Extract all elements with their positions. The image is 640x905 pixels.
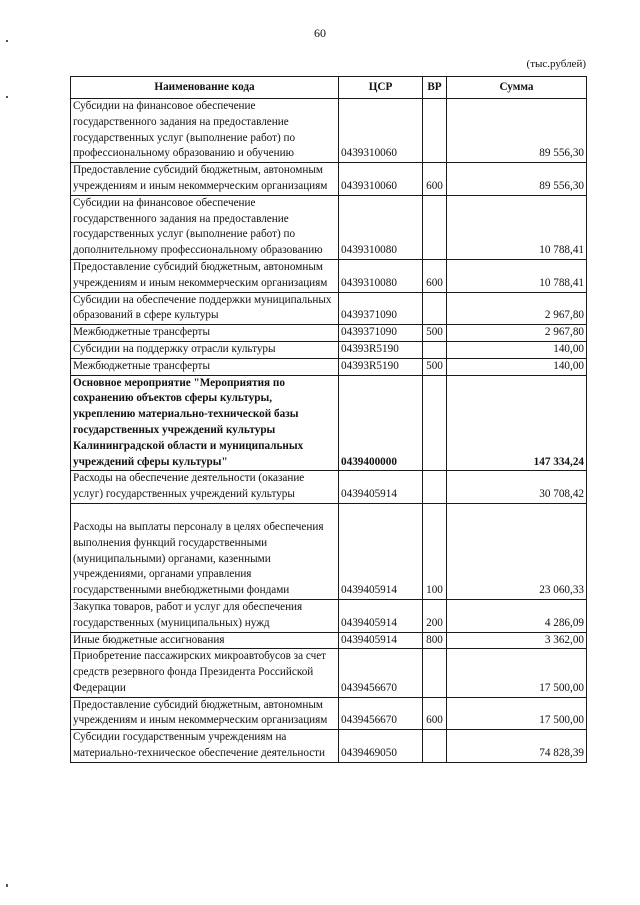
table-row [71, 632, 587, 649]
row-name-cell: Межбюджетные трансферты [71, 325, 339, 342]
row-sum-cell: 4 286,09 [447, 599, 587, 632]
row-csr-cell: 0439405914 [339, 471, 423, 504]
table-row [71, 471, 587, 504]
row-csr-cell: 0439405914 [339, 503, 423, 599]
row-name-cell: Субсидии на поддержку отрасли культуры [71, 341, 339, 358]
table-row [71, 503, 587, 599]
margin-mark [6, 40, 8, 42]
table-row [71, 375, 587, 471]
page-number: 60 [314, 26, 326, 40]
row-csr-cell: 04393R5190 [339, 341, 423, 358]
table-header-row [71, 77, 587, 99]
row-csr-cell: 04393R5190 [339, 358, 423, 375]
row-sum-cell: 147 334,24 [447, 375, 587, 471]
margin-mark [6, 96, 8, 98]
table-body [71, 99, 587, 763]
row-csr-cell: 0439400000 [339, 375, 423, 471]
table-row [71, 163, 587, 196]
row-vr-cell: 600 [423, 259, 447, 292]
row-name-cell: Закупка товаров, работ и услуг для обеспечения государственных (муниципальных) нужд [71, 599, 339, 632]
row-sum-cell: 140,00 [447, 358, 587, 375]
row-name-cell: Иные бюджетные ассигнования [71, 632, 339, 649]
row-vr-cell [423, 195, 447, 259]
table-row [71, 292, 587, 325]
table-row [71, 341, 587, 358]
row-vr-cell: 200 [423, 599, 447, 632]
row-csr-cell: 0439405914 [339, 632, 423, 649]
row-name-cell: Субсидии на финансовое обеспечение государственного задания на предоставление государственных услуг (выполнение работ) по дополнительному профессиональному образованию [71, 195, 339, 259]
row-sum-cell: 2 967,80 [447, 292, 587, 325]
row-name-cell: Субсидии на обеспечение поддержки муниципальных образований в сфере культуры [71, 292, 339, 325]
row-sum-cell: 30 708,42 [447, 471, 587, 504]
margin-mark [6, 884, 8, 887]
table-row [71, 358, 587, 375]
row-sum-cell: 89 556,30 [447, 163, 587, 196]
row-name-cell: Предоставление субсидий бюджетным, автономным учреждениям и иным некоммерческим организациям [71, 697, 339, 730]
row-vr-cell [423, 292, 447, 325]
header-csr: ЦСР [339, 77, 423, 99]
row-csr-cell: 0439310080 [339, 259, 423, 292]
units-label: (тыс.рублей) [526, 58, 586, 70]
row-name-cell: Межбюджетные трансферты [71, 358, 339, 375]
row-name-cell: Предоставление субсидий бюджетным, автономным учреждениям и иным некоммерческим организациям [71, 163, 339, 196]
row-name-cell: Основное мероприятие "Мероприятия по сохранению объектов сферы культуры, укреплению материально-технической базы государственных учреждений культуры Калининградской области и муниципальных учреждений сферы культуры" [71, 375, 339, 471]
row-vr-cell: 600 [423, 697, 447, 730]
header-sum: Сумма [447, 77, 587, 99]
row-name-cell: Расходы на выплаты персоналу в целях обеспечения выполнения функций государственными (муниципальными) органами, казенными учреждениями, органами управления государственными внебюджетными фондами [71, 503, 339, 599]
row-name-cell: Расходы на обеспечение деятельности (оказание услуг) государственных учреждений культуры [71, 471, 339, 504]
row-sum-cell: 74 828,39 [447, 730, 587, 763]
row-csr-cell: 0439371090 [339, 292, 423, 325]
row-sum-cell: 89 556,30 [447, 99, 587, 163]
table-row [71, 195, 587, 259]
row-csr-cell: 0439310080 [339, 195, 423, 259]
row-sum-cell: 140,00 [447, 341, 587, 358]
row-vr-cell: 800 [423, 632, 447, 649]
row-sum-cell: 23 060,33 [447, 503, 587, 599]
row-csr-cell: 0439310060 [339, 99, 423, 163]
row-sum-cell: 10 788,41 [447, 259, 587, 292]
row-csr-cell: 0439456670 [339, 697, 423, 730]
row-vr-cell: 100 [423, 503, 447, 599]
row-sum-cell: 17 500,00 [447, 697, 587, 730]
row-vr-cell [423, 341, 447, 358]
row-vr-cell: 500 [423, 325, 447, 342]
row-vr-cell [423, 471, 447, 504]
header-name: Наименование кода [71, 77, 339, 99]
row-vr-cell [423, 649, 447, 697]
row-sum-cell: 17 500,00 [447, 649, 587, 697]
table-row [71, 599, 587, 632]
row-csr-cell: 0439371090 [339, 325, 423, 342]
row-csr-cell: 0439456670 [339, 649, 423, 697]
row-sum-cell: 10 788,41 [447, 195, 587, 259]
row-name-cell: Приобретение пассажирских микроавтобусов за счет средств резервного фонда Президента Российской Федерации [71, 649, 339, 697]
table-row [71, 259, 587, 292]
budget-table [70, 76, 587, 763]
row-vr-cell [423, 730, 447, 763]
table-row [71, 649, 587, 697]
table-row [71, 325, 587, 342]
row-vr-cell: 600 [423, 163, 447, 196]
row-vr-cell [423, 375, 447, 471]
row-sum-cell: 3 362,00 [447, 632, 587, 649]
row-sum-cell: 2 967,80 [447, 325, 587, 342]
header-vr: ВР [423, 77, 447, 99]
row-vr-cell [423, 99, 447, 163]
row-csr-cell: 0439469050 [339, 730, 423, 763]
row-csr-cell: 0439310060 [339, 163, 423, 196]
table-row [71, 730, 587, 763]
row-name-cell: Субсидии на финансовое обеспечение государственного задания на предоставление государственных услуг (выполнение работ) по профессиональному образованию и обучению [71, 99, 339, 163]
row-name-cell: Предоставление субсидий бюджетным, автономным учреждениям и иным некоммерческим организациям [71, 259, 339, 292]
row-name-cell: Субсидии государственным учреждениям на материально-техническое обеспечение деятельности [71, 730, 339, 763]
table-row [71, 99, 587, 163]
row-csr-cell: 0439405914 [339, 599, 423, 632]
row-vr-cell: 500 [423, 358, 447, 375]
table-row [71, 697, 587, 730]
